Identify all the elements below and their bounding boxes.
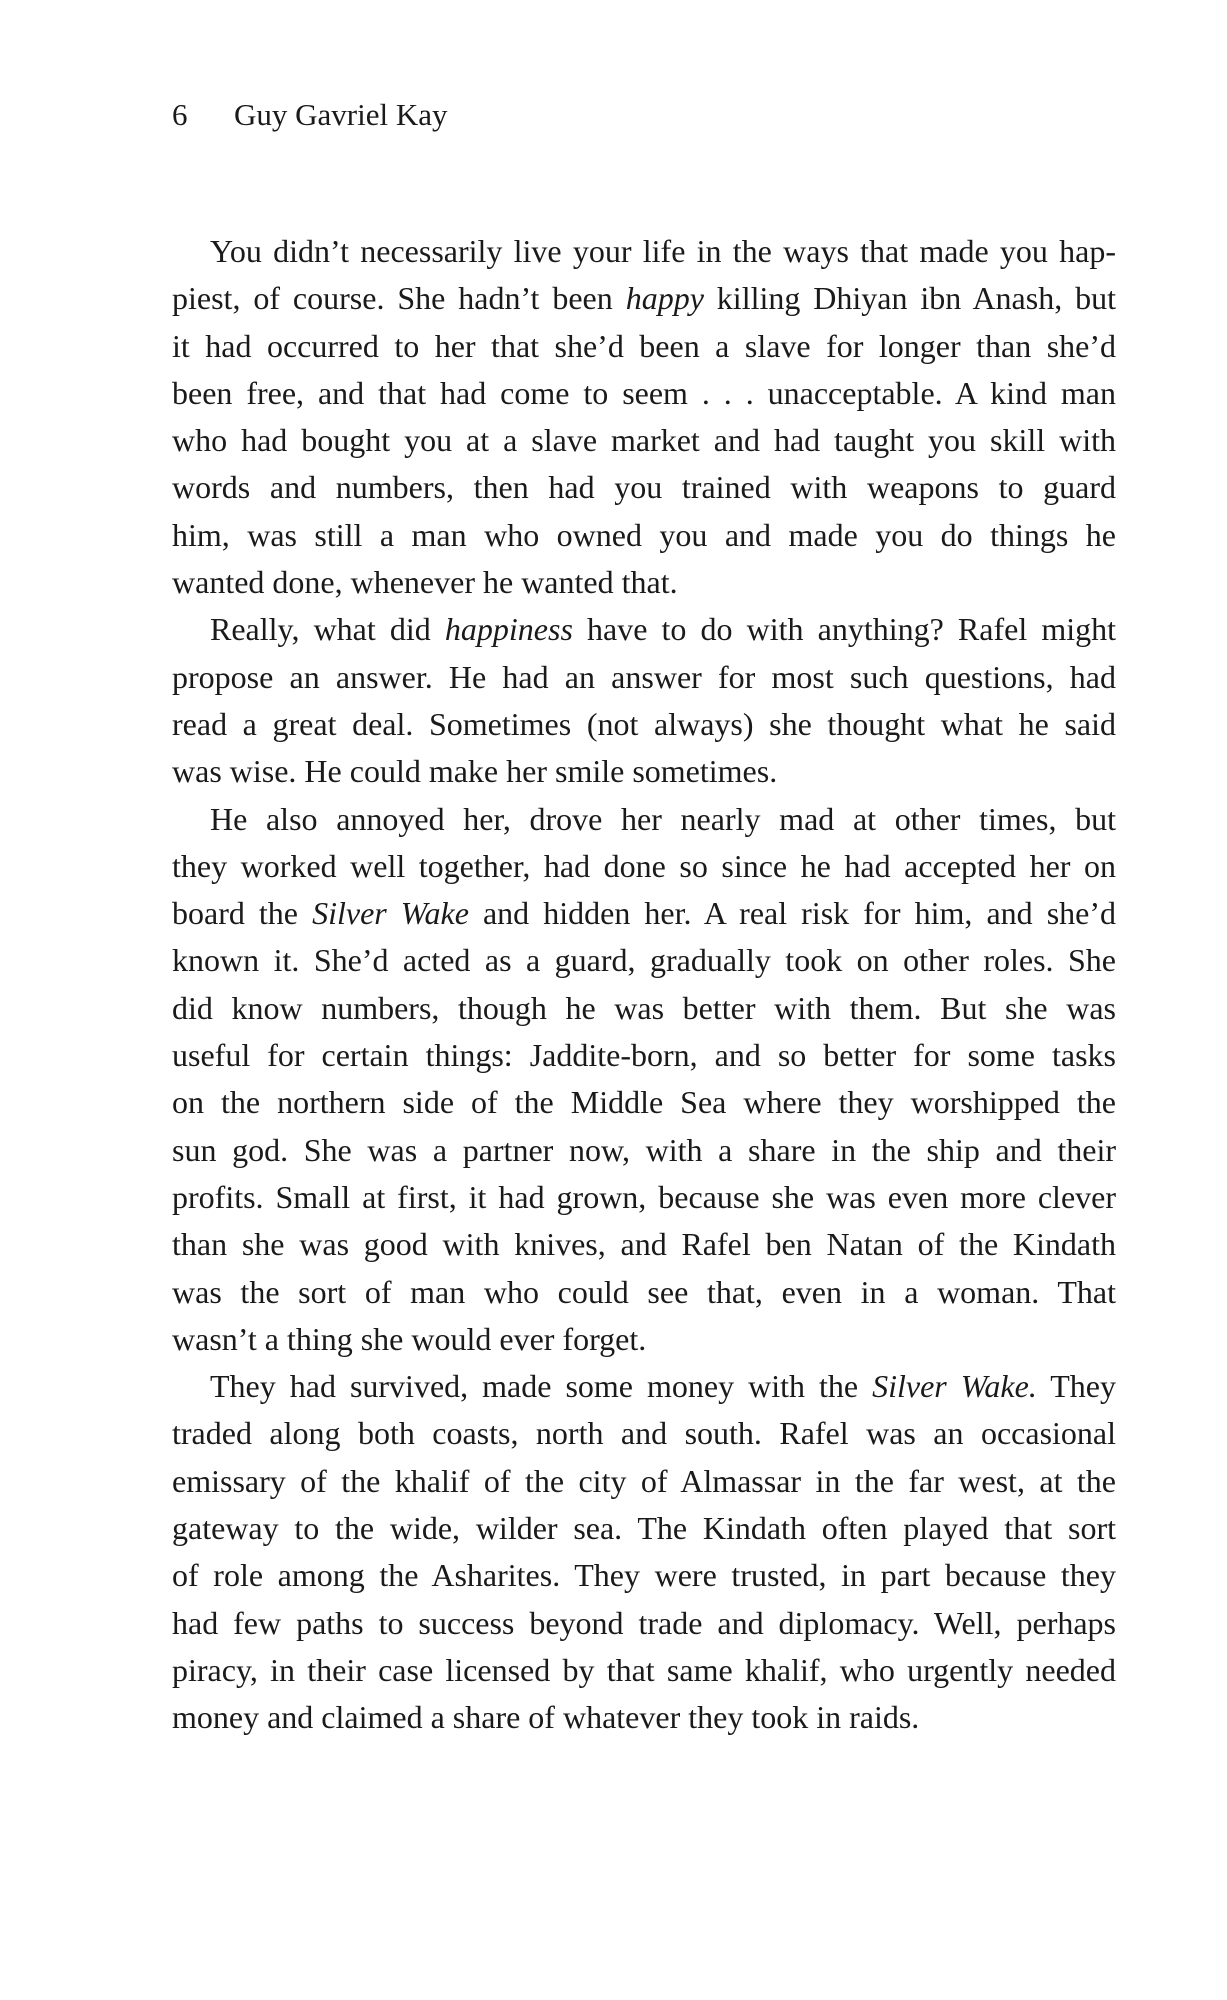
italic-text: Silver Wake. — [872, 1368, 1037, 1405]
text-line: emissary of the khalif of the city of Almassar in the far west, at the — [172, 1462, 1116, 1499]
text-line: than she was good with knives, and Rafel ben Natan of the Kindath — [172, 1226, 1116, 1263]
text-line: they worked well together, had done so since he had accepted her on — [172, 847, 1116, 884]
paragraph — [172, 228, 1116, 606]
text-line: wanted done, whenever he wanted that. — [172, 564, 678, 601]
text-line: had few paths to success beyond trade and diplomacy. Well, perhaps — [172, 1604, 1116, 1641]
text-line: did know numbers, though he was better with them. But she was — [172, 989, 1116, 1026]
text-line: it had occurred to her that she’d been a slave for longer than she’d — [172, 327, 1116, 364]
text-line: They had survived, made some money with the Silver Wake. They — [210, 1368, 1117, 1405]
running-head — [172, 95, 448, 135]
text-line: words and numbers, then had you trained with weapons to guard — [172, 469, 1116, 506]
text-line: money and claimed a share of whatever they took in raids. — [172, 1699, 920, 1736]
text-line: profits. Small at first, it had grown, because she was even more clever — [172, 1178, 1116, 1215]
text-line: board the Silver Wake and hidden her. A real risk for him, and she’d — [172, 895, 1117, 932]
text-line: was the sort of man who could see that, even in a woman. That — [172, 1273, 1116, 1310]
author-name: Guy Gavriel Kay — [234, 97, 448, 132]
text-line: useful for certain things: Jaddite-born, and so better for some tasks — [172, 1037, 1116, 1074]
text-line: him, was still a man who owned you and made you do things he — [172, 516, 1116, 553]
text-line: gateway to the wide, wilder sea. The Kindath often played that sort — [172, 1510, 1116, 1547]
paragraph — [172, 606, 1116, 795]
paragraph — [172, 796, 1116, 1364]
paragraph — [172, 1363, 1116, 1741]
text-line: was wise. He could make her smile sometimes. — [172, 753, 778, 790]
text-line: Really, what did happiness have to do with anything? Rafel might — [210, 611, 1117, 648]
text-line: propose an answer. He had an answer for most such questions, had — [172, 658, 1116, 695]
page-number: 6 — [172, 97, 188, 132]
text-line: traded along both coasts, north and south. Rafel was an occasional — [172, 1415, 1116, 1452]
text-line: on the northern side of the Middle Sea where they worshipped the — [172, 1084, 1116, 1121]
italic-text: Silver Wake — [312, 895, 469, 932]
text-line: You didn’t necessarily live your life in the ways that made you hap- — [210, 233, 1116, 269]
body-text — [172, 228, 1116, 1742]
text-line: He also annoyed her, drove her nearly mad at other times, but — [210, 800, 1116, 837]
text-line: been free, and that had come to seem . . . unacceptable. A kind man — [172, 374, 1116, 411]
text-line: of role among the Asharites. They were trusted, in part because they — [172, 1557, 1116, 1594]
text-line: piest, of course. She hadn’t been happy killing Dhiyan ibn Anash, but — [172, 280, 1117, 317]
text-line: wasn’t a thing she would ever forget. — [172, 1320, 647, 1357]
text-line: piracy, in their case licensed by that same khalif, who urgently needed — [172, 1651, 1116, 1688]
text-line: known it. She’d acted as a guard, gradually took on other roles. She — [172, 942, 1116, 979]
text-line: read a great deal. Sometimes (not always) she thought what he said — [172, 705, 1116, 742]
text-line: who had bought you at a slave market and had taught you skill with — [172, 422, 1116, 459]
italic-text: happiness — [444, 611, 573, 648]
italic-text: happy — [625, 280, 704, 317]
text-line: sun god. She was a partner now, with a share in the ship and their — [172, 1131, 1116, 1168]
